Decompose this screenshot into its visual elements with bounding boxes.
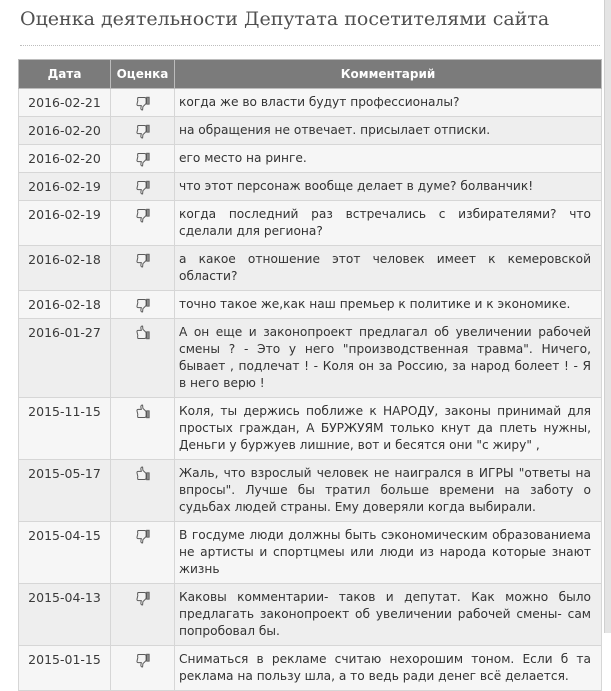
table-row: [19, 89, 602, 117]
row-rating: [111, 319, 175, 398]
thumb-up-icon: [135, 325, 151, 341]
table-row: [19, 584, 602, 646]
thumb-down-icon: [135, 95, 151, 111]
row-comment: на обращения не отвечает. присылает отписки.: [175, 117, 602, 145]
row-rating: [111, 246, 175, 291]
thumb-down-icon: [135, 590, 151, 606]
table-row: [19, 173, 602, 201]
column-header-date: Дата: [19, 60, 111, 89]
row-date: 2015-04-15: [19, 522, 111, 584]
row-date: 2015-05-17: [19, 460, 111, 522]
column-header-comment: Комментарий: [175, 60, 602, 89]
title-divider: [20, 45, 600, 46]
table-row: [19, 646, 602, 691]
table-row: [19, 145, 602, 173]
column-header-rating: Оценка: [111, 60, 175, 89]
row-date: 2016-02-18: [19, 291, 111, 319]
row-date: 2016-02-20: [19, 117, 111, 145]
row-comment: Жаль, что взрослый человек не наигрался в ИГРЫ "ответы на впросы". Лучше бы тратил больше времени на заботу о судьбах людей страны. Ему доверяли когда выбирали.: [175, 460, 602, 522]
row-rating: [111, 291, 175, 319]
row-date: 2016-02-20: [19, 145, 111, 173]
table-row: [19, 522, 602, 584]
table-row: [19, 460, 602, 522]
row-comment: что этот персонаж вообще делает в думе? болванчик!: [175, 173, 602, 201]
row-rating: [111, 398, 175, 460]
row-comment: когда же во власти будут профессионалы?: [175, 89, 602, 117]
row-rating: [111, 201, 175, 246]
row-date: 2015-04-13: [19, 584, 111, 646]
row-rating: [111, 173, 175, 201]
row-date: 2016-02-21: [19, 89, 111, 117]
row-date: 2016-02-19: [19, 173, 111, 201]
row-rating: [111, 145, 175, 173]
row-comment: его место на ринге.: [175, 145, 602, 173]
row-date: 2016-02-18: [19, 246, 111, 291]
table-row: [19, 398, 602, 460]
table-row: [19, 117, 602, 145]
row-comment: Коля, ты держись поближе к НАРОДУ, законы принимай для простых граждан, А БУРЖУЯМ только кнут да плеть нужны, Деньги у буржуев лишние, вот и бесятся они "с жиру" ,: [175, 398, 602, 460]
row-comment: В госдуме люди должны быть сэкономическим образованиема не артисты и спортцмеы или люди из народа которые знают жизнь: [175, 522, 602, 584]
row-rating: [111, 89, 175, 117]
thumb-up-icon: [135, 466, 151, 482]
row-rating: [111, 646, 175, 691]
row-date: 2015-11-15: [19, 398, 111, 460]
row-comment: А он еще и законопроект предлагал об увеличении рабочей смены ? - Это у него "производственная травма". Ничего, бывает , подлечат ! - Коля он за Россию, за народ болеет ! - Я в него верю !: [175, 319, 602, 398]
table-row: [19, 201, 602, 246]
ratings-table: [18, 59, 602, 691]
row-date: 2016-02-19: [19, 201, 111, 246]
table-row: [19, 319, 602, 398]
row-rating: [111, 522, 175, 584]
thumb-down-icon: [135, 151, 151, 167]
row-date: 2015-01-15: [19, 646, 111, 691]
thumb-down-icon: [135, 207, 151, 223]
scrollbar-edge[interactable]: [604, 0, 611, 633]
thumb-down-icon: [135, 528, 151, 544]
row-comment: Каковы комментарии- таков и депутат. Как можно было предлагать законопроект об увеличении рабочей смены- сам попробовал бы.: [175, 584, 602, 646]
row-comment: Сниматься в рекламе считаю нехорошим тоном. Если б та реклама на пользу шла, а то ведь ради денег всё делается.: [175, 646, 602, 691]
thumb-down-icon: [135, 179, 151, 195]
row-comment: а какое отношение этот человек имеет к кемеровской области?: [175, 246, 602, 291]
thumb-down-icon: [135, 252, 151, 268]
row-date: 2016-01-27: [19, 319, 111, 398]
table-row: [19, 291, 602, 319]
row-comment: когда последний раз встречались с избирателями? что сделали для региона?: [175, 201, 602, 246]
row-rating: [111, 460, 175, 522]
row-rating: [111, 117, 175, 145]
thumb-up-icon: [135, 404, 151, 420]
thumb-down-icon: [135, 123, 151, 139]
row-comment: точно такое же,как наш премьер к политике и к экономике.: [175, 291, 602, 319]
table-row: [19, 246, 602, 291]
thumb-down-icon: [135, 297, 151, 313]
row-rating: [111, 584, 175, 646]
table-header-row: [19, 60, 602, 89]
page-title: Оценка деятельности Депутата посетителями сайта: [20, 8, 550, 30]
thumb-down-icon: [135, 652, 151, 668]
